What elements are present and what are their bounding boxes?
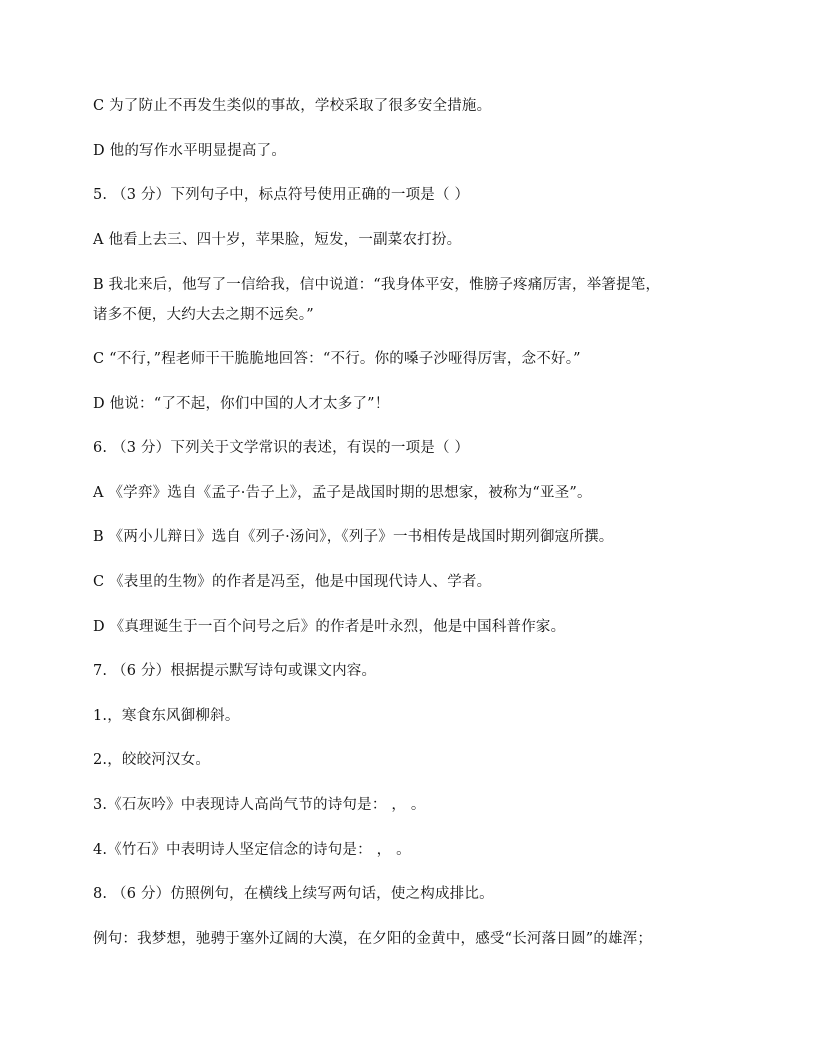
option-a-q6: A 《学弈》选自《孟子·告子上》，孟子是战国时期的思想家，被称为“亚圣”。: [93, 485, 592, 501]
option-c-q6: C 《表里的生物》的作者是冯至，他是中国现代诗人、学者。: [93, 574, 492, 590]
question-7: 7. （6 分）根据提示默写诗句或课文内容。: [93, 663, 377, 679]
option-b-q6: B 《两小儿辩日》选自《列子·汤问》，《列子》一书相传是战国时期列御寇所撰。: [93, 529, 614, 545]
q7-item-2: 2.，皎皎河汉女。: [93, 752, 211, 768]
question-8: 8. （6 分）仿照例句，在横线上续写两句话，使之构成排比。: [93, 886, 494, 902]
q7-item-4: 4.《竹石》中表明诗人坚定信念的诗句是： ， 。: [93, 842, 411, 858]
q7-item-3: 3.《石灰吟》中表现诗人高尚气节的诗句是： ， 。: [93, 797, 426, 813]
option-b-q5-cont: 诸多不便，大约大去之期不远矣。”: [93, 307, 314, 323]
option-d-q6: D 《真理诞生于一百个问号之后》的作者是叶永烈，他是中国科普作家。: [93, 619, 566, 635]
option-c-q5: C “不行，”程老师干干脆脆地回答：“不行。你的嗓子沙哑得厉害，念不好。”: [93, 351, 581, 367]
question-6: 6. （3 分）下列关于文学常识的表述，有误的一项是（ ）: [93, 440, 470, 456]
q8-example: 例句：我梦想，驰骋于塞外辽阔的大漠，在夕阳的金黄中，感受“长河落日圆”的雄浑；: [93, 931, 653, 947]
option-d-q4: D 他的写作水平明显提高了。: [93, 143, 287, 159]
option-a-q5: A 他看上去三、四十岁，苹果脸，短发，一副菜农打扮。: [93, 232, 462, 248]
option-c-q4: C 为了防止不再发生类似的事故，学校采取了很多安全措施。: [93, 98, 492, 114]
option-d-q5: D 他说：“了不起，你们中国的人才太多了”！: [93, 396, 390, 412]
option-b-q5: B 我北来后，他写了一信给我，信中说道：“我身体平安，惟膀子疼痛厉害，举箸提笔，: [93, 277, 661, 293]
q7-item-1: 1.，寒食东风御柳斜。: [93, 708, 240, 724]
question-5: 5. （3 分）下列句子中，标点符号使用正确的一项是（ ）: [93, 187, 470, 203]
